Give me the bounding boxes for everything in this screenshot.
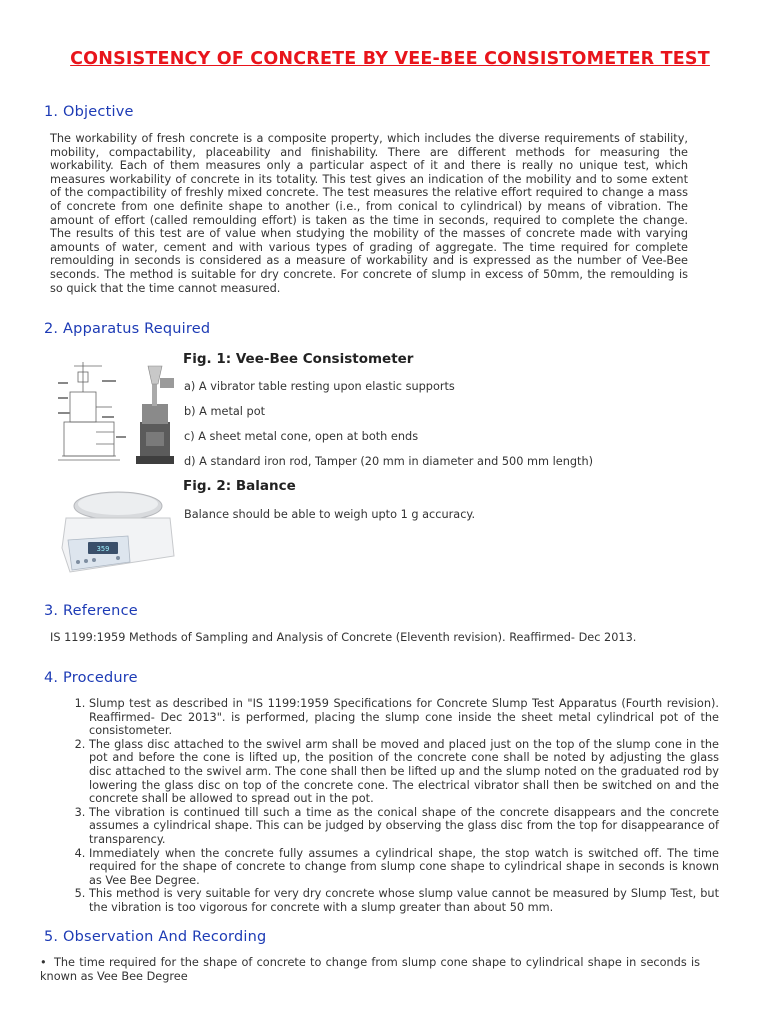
objective-text: The workability of fresh concrete is a composite property, which includes the diverse requirements of stability, mobility, compactability, placeability and finishability. There are different methods for measuring the workability. Each of them measures only a particular aspect of it and there is really no unique test, which measures workability of concrete in its totality. This test gives an indication of the mobility and to some extent of the compactibility of freshly mixed concrete. The test measures the relative effort required to change a mass of concrete from one definite shape to another (i.e., from conical to cylindrical) by means of vibration. The amount of effort (called remoulding effort) is taken as the time in seconds, required to complete the change. The results of this test are of value when studying the mobility of the masses of concrete made with varying amounts of water, cement and with various types of grading of aggregate. The time required for complete remoulding in seconds is considered as a measure of workability and is expressed as the number of Vee-Bee seconds. The method is suitable for dry concrete. For concrete of slump in excess of 50mm, the remoulding is so quick that the time cannot measured. — [50, 132, 688, 295]
procedure-step: 2. The glass disc attached to the swivel arm shall be moved and placed just on the top of the slump cone in the pot and before the cone is lifted up, the position of the concrete cone shall be noted by adjusting the glass disc attached to the swivel arm. The cone shall then be lifted up and the slump noted on the graduated rod by lowering the glass disc on top of the concrete cone. The electrical vibrator shall then be switched on and the concrete shall be allowed to spread out in the pot. — [89, 738, 719, 806]
observation-text-content: The time required for the shape of concrete to change from slump cone shape to cylindrical shape in seconds is known as Vee Bee Degree — [40, 956, 700, 983]
apparatus-item-d: d) A standard iron rod, Tamper (20 mm in diameter and 500 mm length) — [184, 455, 594, 468]
balance-illustration — [58, 478, 178, 582]
apparatus-item-a: a) A vibrator table resting upon elastic supports — [184, 380, 455, 393]
fig2-title: Fig. 2: Balance — [183, 478, 296, 494]
vee-bee-consistometer-illustration — [56, 352, 180, 470]
apparatus-heading: 2. Apparatus Required — [44, 321, 211, 337]
reference-heading: 3. Reference — [44, 603, 138, 619]
procedure-list — [70, 697, 719, 915]
procedure-heading: 4. Procedure — [44, 670, 138, 686]
apparatus-item-c: c) A sheet metal cone, open at both ends — [184, 430, 419, 443]
page-title: CONSISTENCY OF CONCRETE BY VEE-BEE CONSISTOMETER TEST — [70, 49, 710, 69]
reference-text: IS 1199:1959 Methods of Sampling and Analysis of Concrete (Eleventh revision). Reaffirmed- Dec 2013. — [50, 631, 637, 644]
objective-heading: 1. Objective — [44, 104, 134, 120]
balance-text: Balance should be able to weigh upto 1 g accuracy. — [184, 508, 476, 521]
bullet-icon: • — [40, 956, 47, 969]
procedure-step: 5. This method is very suitable for very dry concrete whose slump value cannot be measured by Slump Test, but the vibration is too vigorous for concrete with a slump greater than about 50 mm. — [89, 887, 719, 914]
balance-display-readout: 359 — [96, 545, 110, 553]
observation-text — [40, 956, 700, 983]
procedure-step: 3. The vibration is continued till such a time as the conical shape of the concrete disappears and the concrete assumes a cylindrical shape. This can be judged by observing the glass disc from the top for disappearance of transparency. — [89, 806, 719, 847]
procedure-step: 1. Slump test as described in "IS 1199:1959 Specifications for Concrete Slump Test Apparatus (Fourth revision). Reaffirmed- Dec 2013". is performed, placing the slump cone inside the sheet metal cylindrical pot of the consistometer. — [89, 697, 719, 738]
fig1-title: Fig. 1: Vee-Bee Consistometer — [183, 351, 414, 367]
observation-heading: 5. Observation And Recording — [44, 929, 267, 945]
apparatus-item-b: b) A metal pot — [184, 405, 266, 418]
procedure-step: 4. Immediately when the concrete fully assumes a cylindrical shape, the stop watch is switched off. The time required for the shape of concrete to change from slump cone shape to cylindrical shape in seconds is known as Vee Bee Degree. — [89, 847, 719, 888]
